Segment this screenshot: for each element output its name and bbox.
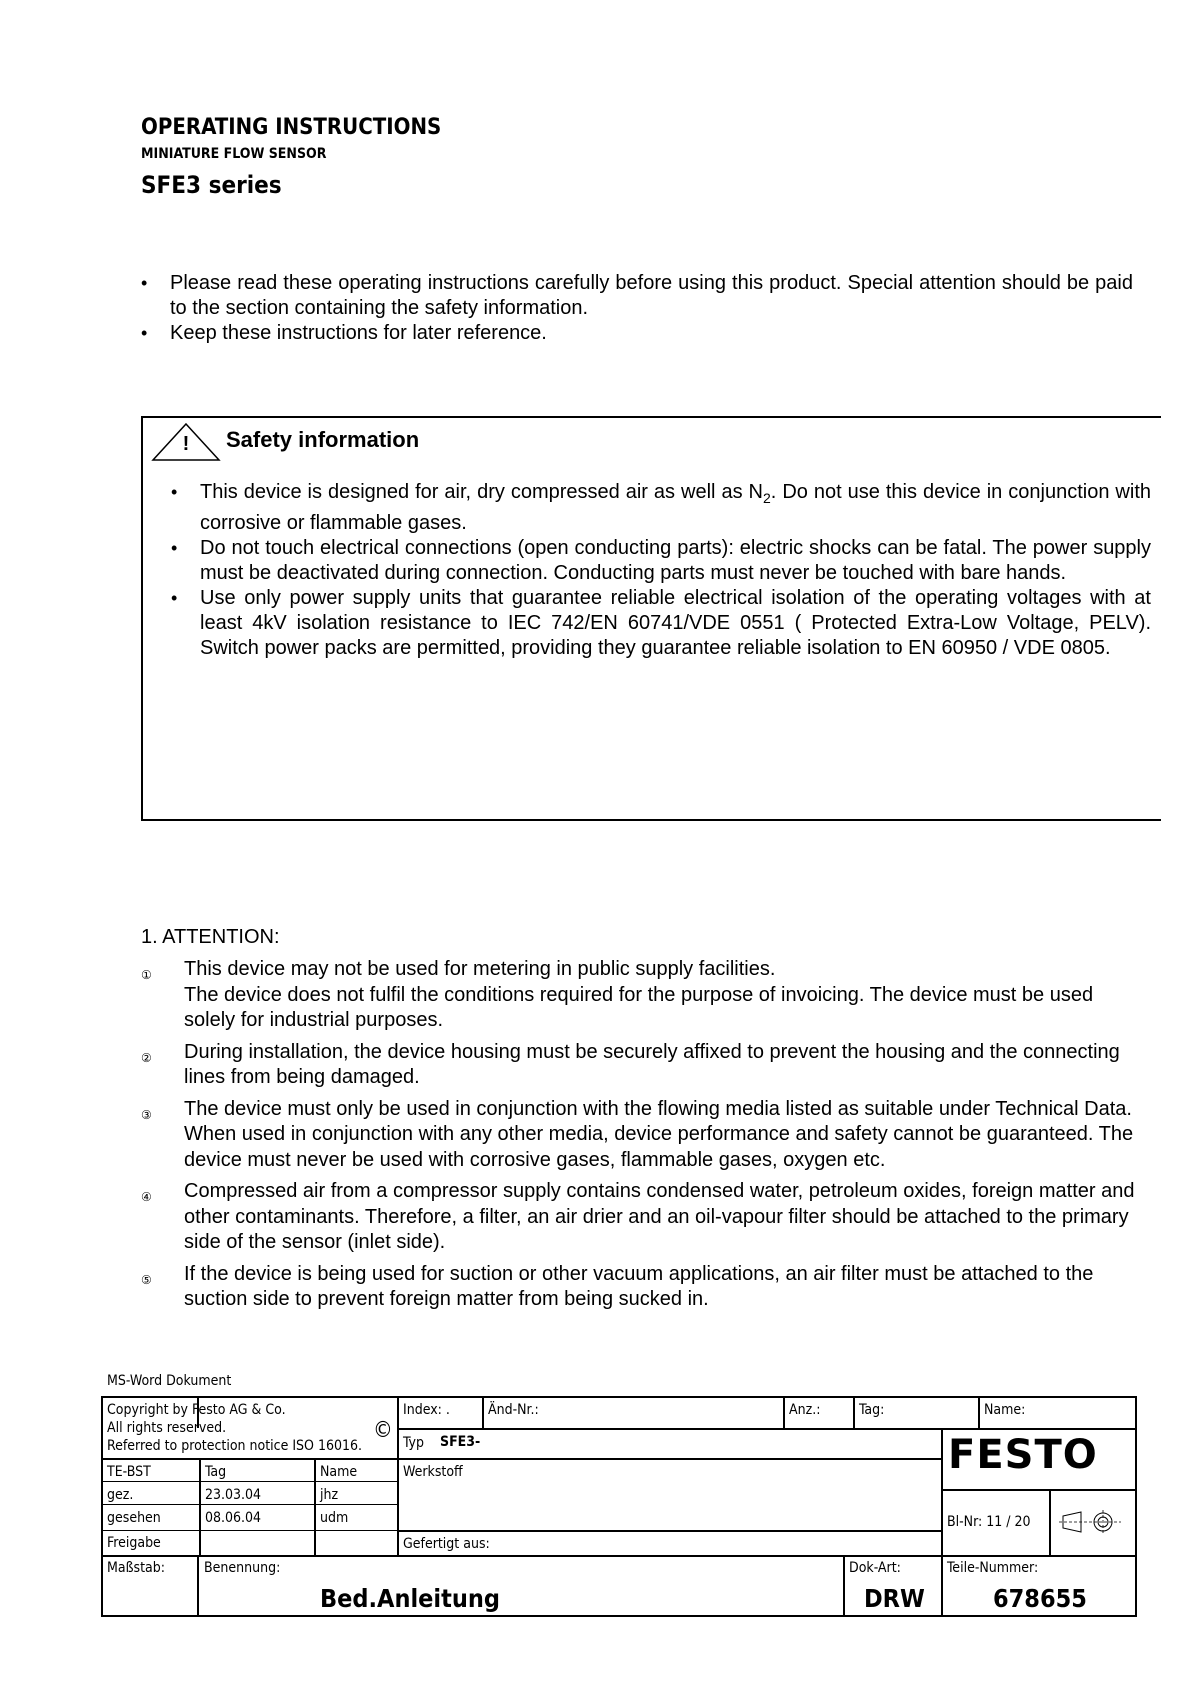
- attention-text: The device must only be used in conjunction with the flowing media listed as suitable under Technical Data. When used in conjunction with any other media, device performance and safety cannot be guaranteed. The device must never be used with corrosive gases, flammable gases, oxygen etc.: [184, 1097, 1134, 1171]
- document-title: OPERATING INSTRUCTIONS: [141, 115, 442, 140]
- attention-text: During installation, the device housing must be securely affixed to prevent the housing and the connecting lines from being damaged.: [184, 1040, 1120, 1088]
- col-name-label: Name: [320, 1464, 358, 1480]
- werkstoff-label: Werkstoff: [403, 1464, 463, 1480]
- massstab-label: Maßstab:: [107, 1560, 165, 1576]
- attention-text: If the device is being used for suction or other vacuum applications, an air filter must be attached to the suction side to prevent foreign matter from being sucked in.: [184, 1262, 1094, 1310]
- safety-box: [141, 416, 1161, 821]
- attention-item: [141, 1040, 1141, 1091]
- anz-label: Anz.:: [789, 1402, 821, 1418]
- index-label: Index: .: [403, 1402, 450, 1418]
- intro-item: • Please read these operating instructions carefully before using this product. Special attention should be paid to the section containing the safety information.: [141, 271, 1133, 321]
- title-block: [101, 1396, 1137, 1617]
- gesehen-label: gesehen: [107, 1510, 161, 1526]
- col-tag-label: Tag: [205, 1464, 227, 1480]
- teile-value: 678655: [993, 1584, 1087, 1613]
- gez-name: jhz: [320, 1487, 339, 1503]
- attention-item: [141, 957, 1141, 1034]
- gefertigt-label: Gefertigt aus:: [403, 1536, 490, 1552]
- blnr-label: Bl-Nr: 11 / 20: [947, 1514, 1031, 1530]
- gesehen-name: udm: [320, 1510, 349, 1526]
- intro-item: • Keep these instructions for later reference.: [141, 321, 1133, 346]
- freigabe-label: Freigabe: [107, 1535, 161, 1551]
- attention-item: [141, 1179, 1141, 1256]
- typ-label: Typ: [403, 1435, 424, 1451]
- attention-item: [141, 1097, 1141, 1174]
- typ-value: SFE3-: [440, 1434, 481, 1450]
- item-number: ④: [141, 1190, 152, 1204]
- attention-text: Compressed air from a compressor supply contains condensed water, petroleum oxides, foreign matter and other contaminants. Therefore, a filter, an air drier and an oil-vapour filter should be attached to the primary side of the sensor (inlet side).: [184, 1180, 1135, 1253]
- festo-logo: FESTO: [948, 1432, 1098, 1478]
- copyright-line: Referred to protection notice ISO 16016.: [107, 1438, 363, 1454]
- attention-text: The device does not fulfil the conditions required for the purpose of invoicing. The device must be used solely for industrial purposes.: [184, 983, 1094, 1031]
- safety-title: Safety information: [226, 427, 420, 452]
- gez-date: 23.03.04: [205, 1487, 262, 1503]
- safety-item-text: . Do not use this device in conjunction with corrosive or flammable gases.: [200, 481, 1151, 534]
- dokart-value: DRW: [864, 1584, 925, 1613]
- item-number: ⑤: [141, 1272, 152, 1287]
- copyright-line: Copyright by Festo AG & Co.: [107, 1402, 286, 1418]
- gez-label: gez.: [107, 1487, 134, 1503]
- attention-item: [141, 1262, 1141, 1313]
- benennung-label: Benennung:: [204, 1560, 281, 1576]
- item-number: ②: [141, 1050, 152, 1065]
- item-number: ①: [141, 968, 152, 982]
- safety-item: [171, 480, 1151, 536]
- aend-label: Änd-Nr.:: [488, 1402, 539, 1418]
- attention-list: [141, 957, 1141, 1319]
- svg-text:!: !: [182, 433, 190, 455]
- subscript: 2: [763, 490, 771, 506]
- projection-symbol-icon: [1059, 1506, 1123, 1538]
- benennung-value: Bed.Anleitung: [320, 1584, 501, 1613]
- name-label: Name:: [984, 1402, 1026, 1418]
- copyright-line: All rights reserved.: [107, 1420, 227, 1436]
- te-bst-label: TE-BST: [107, 1464, 151, 1480]
- copyright-symbol: ©: [373, 1418, 393, 1443]
- gesehen-date: 08.06.04: [205, 1510, 262, 1526]
- safety-item-text: This device is designed for air, dry compressed air as well as N: [200, 481, 763, 503]
- item-number: ③: [141, 1107, 152, 1122]
- document-subtitle: MINIATURE FLOW SENSOR: [141, 146, 327, 162]
- intro-list: [141, 271, 1133, 346]
- safety-list: [171, 480, 1151, 661]
- safety-item: • Use only power supply units that guarantee reliable electrical isolation of the operating voltages with at least 4kV isolation resistance to IEC 742/EN 60741/VDE 0551 ( Protected Extra-Low Voltage, PELV). Switch power packs are permitted, providing they guarantee reliable isolation to EN 60950 / VDE 0805.: [171, 586, 1151, 661]
- attention-text: This device may not be used for metering in public supply facilities.: [184, 958, 776, 980]
- safety-item: • Do not touch electrical connections (open conducting parts): electric shocks can be fatal. The power supply must be deactivated during connection. Conducting parts must never be touched with bare hands.: [171, 536, 1151, 586]
- tag-label: Tag:: [859, 1402, 885, 1418]
- attention-title: 1. ATTENTION:: [141, 926, 280, 948]
- ms-word-label: MS-Word Dokument: [107, 1373, 232, 1389]
- teile-label: Teile-Nummer:: [947, 1560, 1039, 1576]
- dokart-label: Dok-Art:: [849, 1560, 901, 1576]
- product-series: SFE3 series: [141, 171, 282, 199]
- warning-icon: [151, 422, 221, 462]
